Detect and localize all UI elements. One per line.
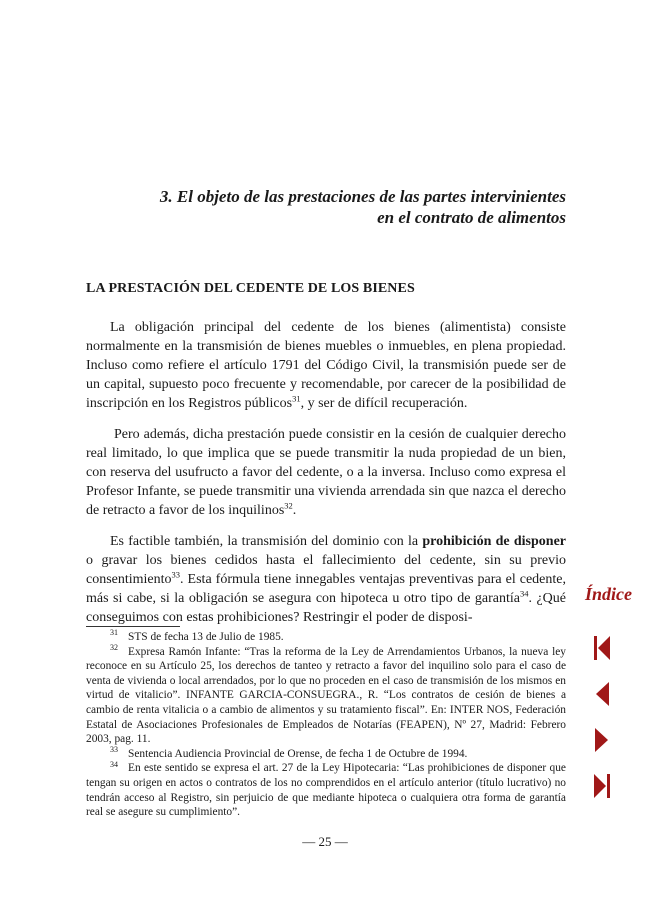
footnote-ref-33[interactable]: 33 — [171, 569, 181, 580]
footnote-33 — [86, 744, 566, 762]
footnote-31 — [86, 630, 566, 645]
paragraph-2-end: . — [292, 503, 297, 518]
paragraph-1-end: , y ser de difícil recuperación. — [300, 396, 468, 411]
last-page-icon — [594, 774, 610, 798]
body-text — [86, 318, 566, 639]
footnote-text: STS de fecha 13 de Julio de 1985. — [128, 631, 284, 643]
footnote-ref-31[interactable]: 31 — [292, 393, 301, 404]
paragraph-2 — [86, 425, 566, 520]
footnote-number: 32 — [110, 642, 118, 652]
paragraph-3-bold: prohibición de disponer — [422, 534, 566, 549]
paragraph-1 — [86, 318, 566, 413]
paragraph-3-text-c: . Esta fórmula tiene innegables ventajas preventivas para el cedente, más si cabe, si la obligación se asegura con hipoteca u otro tipo de garantía — [86, 572, 566, 606]
previous-page-icon — [594, 682, 610, 706]
paragraph-3-text-a: Es factible también, la transmisión del dominio con la — [110, 534, 423, 549]
paragraph-3 — [86, 532, 566, 627]
footnote-number: 31 — [110, 628, 118, 638]
footnote-ref-34[interactable]: 34 — [519, 588, 529, 599]
footnote-number: 34 — [110, 759, 118, 769]
footnote-32 — [86, 642, 566, 747]
last-page-button[interactable] — [594, 774, 610, 798]
next-page-icon — [594, 728, 610, 752]
chapter-heading — [86, 186, 566, 228]
footnote-divider — [86, 626, 180, 627]
paragraph-3-text-b: o gravar los bienes cedidos hasta el fallecimiento del cedente, sin su previo consentimiento — [86, 553, 566, 587]
paragraph-1-text: La obligación principal del cedente de los bienes (alimentista) consiste normalmente en la transmisión de bienes muebles o inmuebles, en plena propiedad. Incluso como refiere el artículo 1791 del Código Civil, la transmisión puede ser de un capital, supuesto poco frecuente y recomendable, por carecer de la posibilidad de inscripción en los Registros públicos — [86, 320, 566, 411]
footnote-text: Sentencia Audiencia Provincial de Orense, de fecha 1 de Octubre de 1994. — [128, 747, 468, 760]
index-link[interactable]: Índice — [585, 584, 632, 604]
paragraph-2-text: Pero además, dicha prestación puede consistir en la cesión de cualquier derecho real limitado, lo que implica que se puede transmitir la nuda propiedad de un bien, con reserva del usufructo a favor del cedente, o a la inversa. Incluso como expresa el Profesor Infante, se puede transmitir una vivienda arrendada sin que nazca el derecho de retracto a favor de los inquilinos — [86, 427, 566, 518]
previous-page-button[interactable] — [594, 682, 610, 706]
section-title: LA PRESTACIÓN DEL CEDENTE DE LOS BIENES — [86, 281, 415, 296]
chapter-heading-line-1: 3. El objeto de las prestaciones de las partes intervinientes — [159, 187, 566, 206]
footnote-text: En este sentido se expresa el art. 27 de la Ley Hipotecaria: “Las prohibiciones de disponer que tengan su origen en actos o contratos de los no comprendidos en el artículo anterior (título lucrativo) no tendrán acceso al Registro, sin perjuicio de que mediante hipoteca o cualquiera otra forma de garantía real se asegure su cumplimiento”. — [86, 762, 566, 819]
footnote-text: Expresa Ramón Infante: “Tras la reforma de la Ley de Arrendamientos Urbanos, la nueva ley reconoce en su Artículo 25, los derechos de tanteo y retracto a favor del inquilino solo para el caso de venta de vivienda o local arrendados, por lo que no proceden en el caso de transmisión de los mismos en virtud de vitalicio”. INFANTE GARCIA-CONSUEGRA., R. “Los contratos de cesión de bienes a cambio de renta vitalicia o a cambio de alimentos y su tratamiento fiscal”. En: INTER NOS, Federación Estatal de Asociaciones Profesionales de Empleados de Notarías (FEAPEN), Nº 27, Madrid: Febrero 2003, pag. 11. — [86, 645, 566, 746]
footnote-34 — [86, 761, 566, 819]
footnote-number: 33 — [110, 744, 118, 754]
next-page-button[interactable] — [594, 728, 610, 752]
footnote-ref-32[interactable]: 32 — [284, 500, 293, 511]
page-number: — 25 — — [302, 834, 348, 849]
first-page-icon — [594, 636, 610, 660]
chapter-heading-line-2: en el contrato de alimentos — [377, 208, 566, 227]
first-page-button[interactable] — [594, 636, 610, 660]
footnotes — [86, 630, 566, 820]
paragraph-3-text-d: . ¿Qué conseguimos con estas prohibiciones? Restringir el poder de disposi- — [86, 591, 567, 625]
